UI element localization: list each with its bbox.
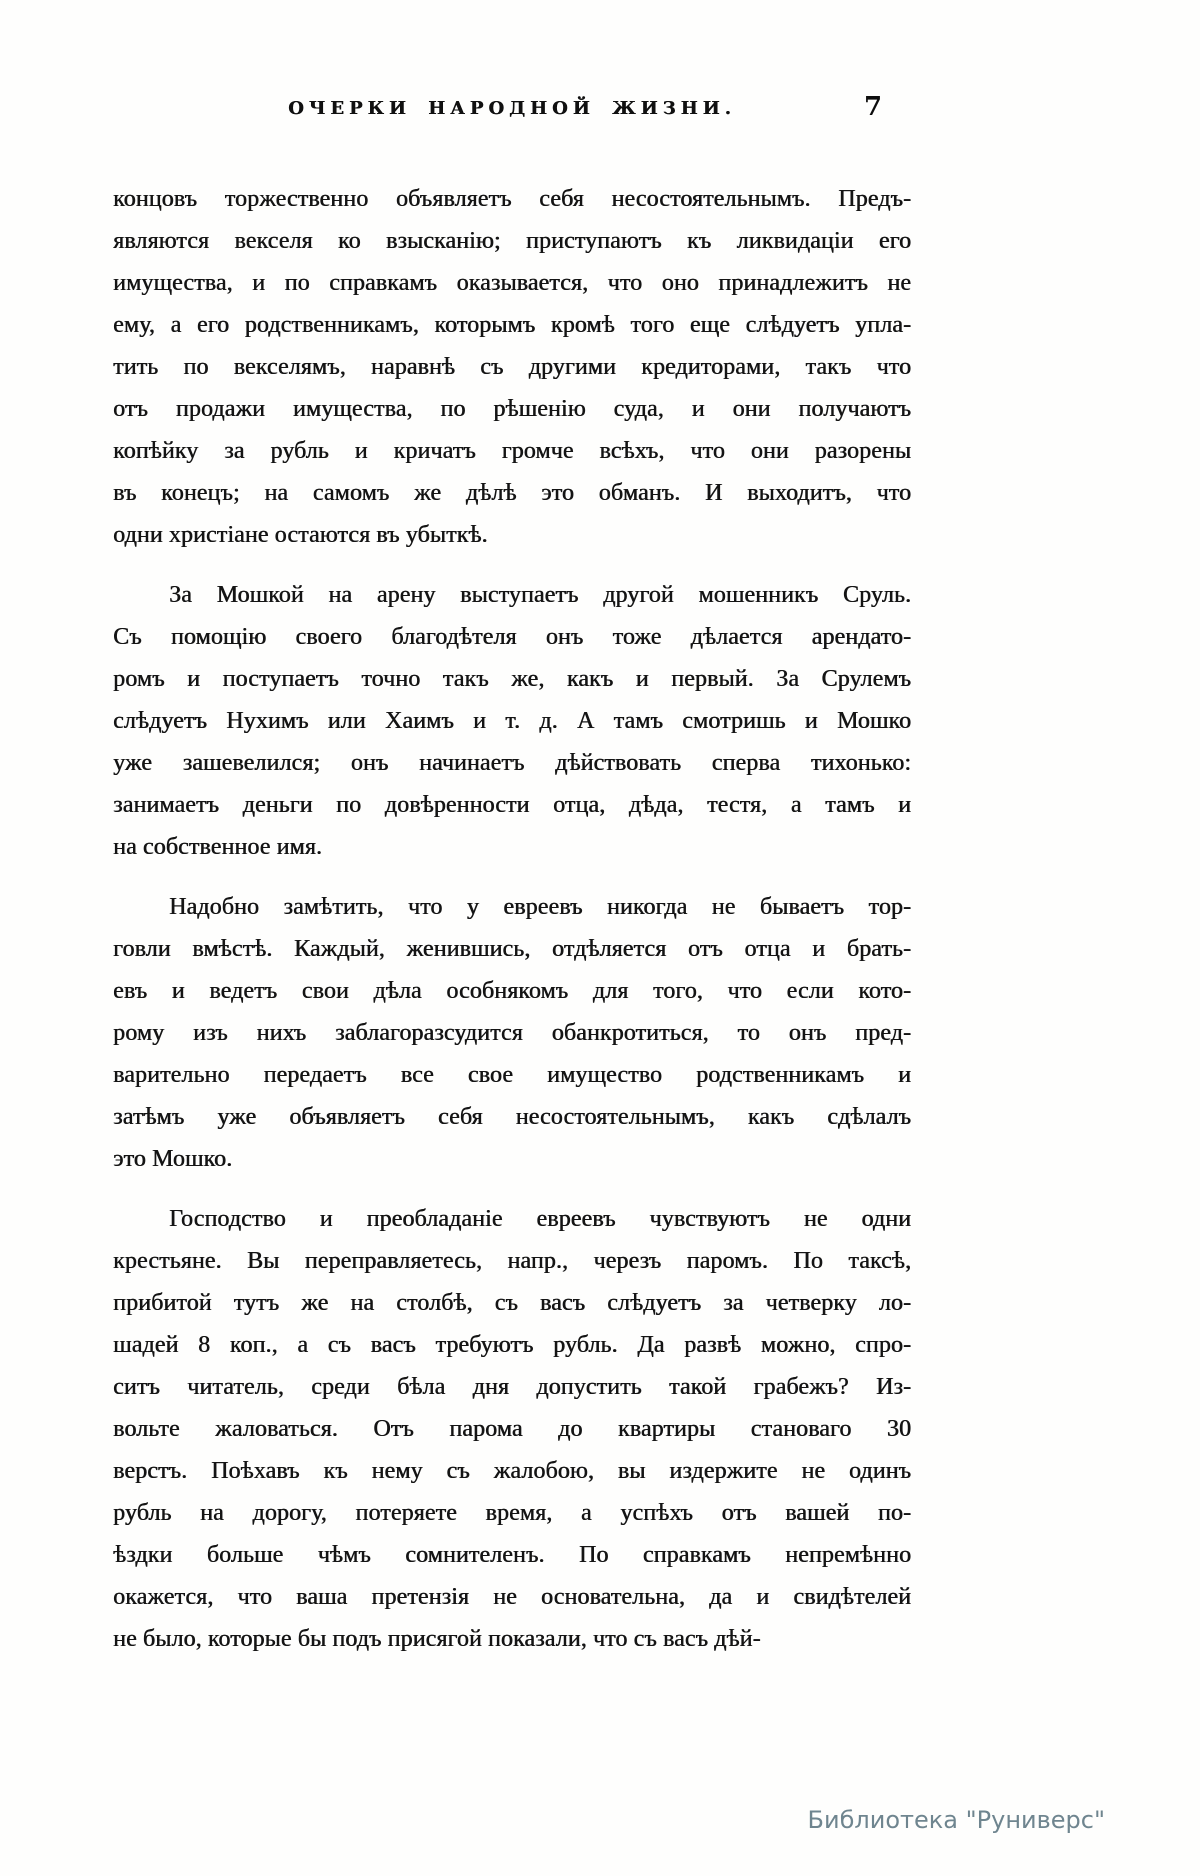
text-line: вольте жаловаться. Отъ парома до квартиры становаго 30 (113, 1416, 911, 1442)
text-line: За Мошкой на арену выступаетъ другой мошенникъ Сруль. (169, 582, 911, 608)
text-line: шадей 8 коп., а съ васъ требуютъ рубль. Да развѣ можно, спро- (113, 1332, 911, 1358)
text-line: концовъ торжественно объявляетъ себя несостоятельнымъ. Предъ- (113, 186, 911, 212)
text-line: въ конецъ; на самомъ же дѣлѣ это обманъ. И выходитъ, что (113, 480, 911, 506)
text-line: имущества, и по справкамъ оказывается, что оно принадлежитъ не (113, 270, 911, 296)
text-line: копѣйку за рубль и кричатъ громче всѣхъ, что они разорены (113, 438, 911, 464)
running-title: ОЧЕРКИ НАРОДНОЙ ЖИЗНИ. (288, 98, 736, 119)
text-line: ромъ и поступаетъ точно такъ же, какъ и первый. За Срулемъ (113, 666, 911, 692)
paragraph (113, 886, 911, 1180)
text-line: Надобно замѣтить, что у евреевъ никогда не бываетъ тор- (169, 894, 911, 920)
page-text-block (113, 178, 911, 1660)
text-line: прибитой тутъ же на столбѣ, съ васъ слѣдуетъ за четверку ло- (113, 1290, 911, 1316)
library-watermark: Библиотека "Руниверс" (807, 1806, 1105, 1834)
page-header (112, 92, 912, 122)
paragraph (113, 574, 911, 868)
text-line: рому изъ нихъ заблагоразсудится обанкротиться, то онъ пред- (113, 1020, 911, 1046)
text-line: не было, которые бы подъ присягой показали, что съ васъ дѣй- (113, 1626, 761, 1652)
text-line: отъ продажи имущества, по рѣшенію суда, и они получаютъ (113, 396, 911, 422)
text-line: ему, а его родственникамъ, которымъ кромѣ того еще слѣдуетъ упла- (113, 312, 911, 338)
text-line: являются векселя ко взысканію; приступаютъ къ ликвидаціи его (113, 228, 911, 254)
text-line: одни христіане остаются въ убыткѣ. (113, 522, 488, 548)
text-line: говли вмѣстѣ. Каждый, женившись, отдѣляется отъ отца и брать- (113, 936, 911, 962)
text-line: затѣмъ уже объявляетъ себя несостоятельнымъ, какъ сдѣлалъ (113, 1104, 911, 1130)
text-line: верстъ. Поѣхавъ къ нему съ жалобою, вы издержите не одинъ (113, 1458, 911, 1484)
text-line: слѣдуетъ Нухимъ или Хаимъ и т. д. А тамъ смотришь и Мошко (113, 708, 911, 734)
text-line: рубль на дорогу, потеряете время, а успѣхъ отъ вашей по- (113, 1500, 911, 1526)
text-line: тить по векселямъ, наравнѣ съ другими кредиторами, такъ что (113, 354, 911, 380)
text-line: ѣздки больше чѣмъ сомнителенъ. По справкамъ непремѣнно (113, 1542, 911, 1568)
text-line: окажется, что ваша претензія не основательна, да и свидѣтелей (113, 1584, 911, 1610)
text-line: на собственное имя. (113, 834, 322, 860)
text-line: ситъ читатель, среди бѣла дня допустить такой грабежъ? Из- (113, 1374, 911, 1400)
text-line: это Мошко. (113, 1146, 233, 1172)
text-line: Господство и преобладаніе евреевъ чувствуютъ не одни (169, 1206, 911, 1232)
text-line: евъ и ведетъ свои дѣла особнякомъ для того, что если кото- (113, 978, 911, 1004)
paragraph (113, 178, 911, 556)
page-number: 7 (864, 92, 883, 122)
text-line: варительно передаетъ все свое имущество родственникамъ и (113, 1062, 911, 1088)
text-line: уже зашевелился; онъ начинаетъ дѣйствовать сперва тихонько: (113, 750, 911, 776)
text-line: крестьяне. Вы переправляетесь, напр., черезъ паромъ. По таксѣ, (113, 1248, 911, 1274)
text-line: Съ помощію своего благодѣтеля онъ тоже дѣлается арендато- (113, 624, 911, 650)
paragraph (113, 1198, 911, 1660)
text-line: занимаетъ деньги по довѣренности отца, дѣда, тестя, а тамъ и (113, 792, 911, 818)
